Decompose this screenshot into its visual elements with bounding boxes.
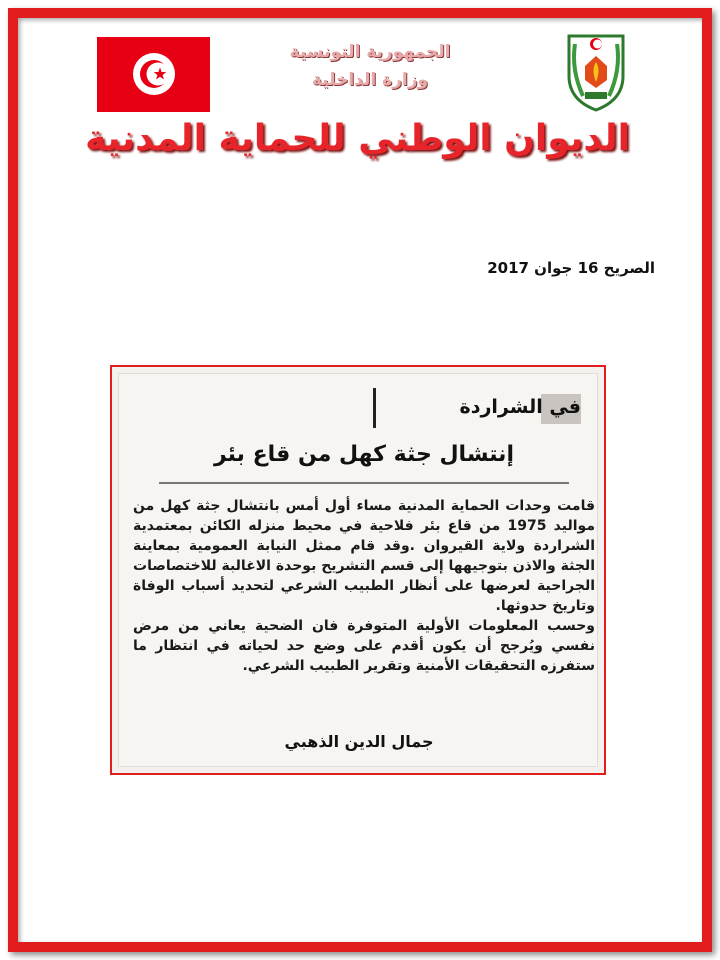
article-paragraph-1: قامت وحدات الحماية المدنية مساء أول أمس بانتشال جثة كهل من مواليد 1975 من قاع بئر فلاحية في محيط منزله الكائن بمعتمدية الشراردة ولاية القيروان .وقد قام ممثل النيابة العمومية بمعاينة الجثة والاذن بتوجيهها إلى قسم التشريح بوحدة الاغالبة للاختصاصات الجراحية لعرضها على أنظار الطبيب الشرعي لتحديد أسباب الوفاة وتاريخ حدوثها. xyxy=(133,498,595,614)
press-source-date: الصريح 16 جوان 2017 xyxy=(487,259,655,277)
republic-name: الجمهورية التونسية xyxy=(289,42,451,62)
article-body xyxy=(133,496,595,676)
headline-divider xyxy=(159,482,569,484)
newspaper-clipping xyxy=(110,365,606,775)
section-label: في الشراردة xyxy=(459,396,581,418)
ministry-name: وزارة الداخلية xyxy=(311,70,429,90)
civil-protection-logo-icon xyxy=(563,30,629,114)
tunisia-flag-icon xyxy=(97,37,210,112)
article-headline: إنتشال جثة كهل من قاع بئر xyxy=(214,442,514,467)
article-paragraph-2: وحسب المعلومات الأولية المتوفرة فان الضحية يعاني من مرض نفسي ويُرجح أن يكون أقدم على وضع حد لحياته في انتظار ما ستفرزه التحقيقات الأمنية وتقرير الطبيب الشرعي. xyxy=(133,618,595,674)
section-header xyxy=(373,388,581,428)
article-byline: جمال الدين الذهبي xyxy=(284,732,434,751)
office-title: الديوان الوطني للحماية المدنية xyxy=(85,118,630,159)
crescent-star-icon xyxy=(133,53,175,95)
